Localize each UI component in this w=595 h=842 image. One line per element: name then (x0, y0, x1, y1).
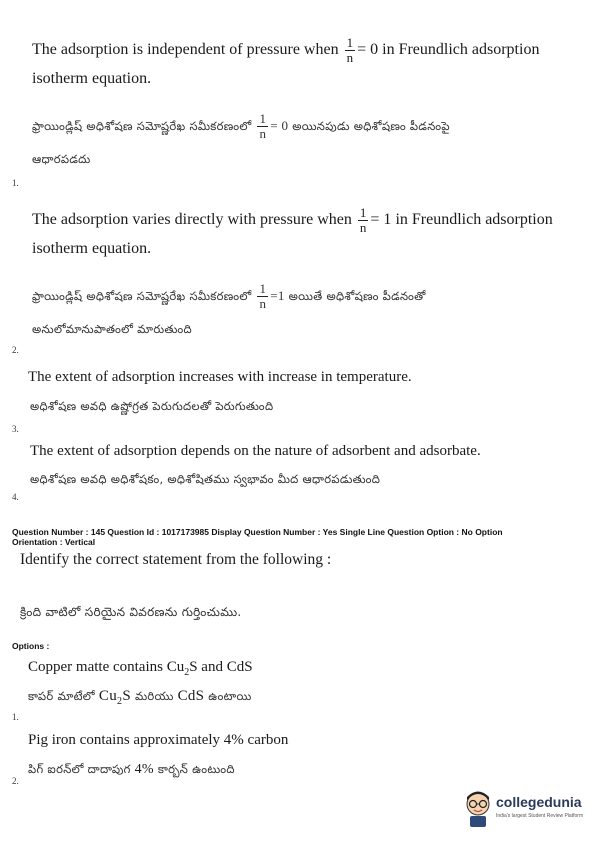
fraction-1-over-n: $\frac{1}{n}$ (359, 205, 367, 235)
option-2-telugu-line-1: ఫ్రాయిండ్లిష్ అధిశోషణ సమోష్ణరేఖ సమీకరణంలో $\frac{1}{n}$ =1 అయితే అధిశోషణం పీడనంతో (32, 281, 426, 311)
q145-option-2-telugu: పిగ్ ఐరన్‌లో దాదాపుగ 4% కార్బన్ ఉంటుంది (28, 762, 235, 777)
option-1-english-line-1: The adsorption is independent of pressure when $\frac{1}{n}$ = 0 in Freundlich adsorption (32, 35, 540, 65)
q145-option-1-telugu: కాపర్ మాటేలో $Cu_2S$ మరియు CdS ఉంటాయి (28, 688, 252, 707)
logo-tagline: India's largest Student Review Platform (496, 813, 584, 819)
options-label: Options : (12, 641, 50, 651)
option-1-number: 1. (12, 178, 19, 188)
fraction-1-over-n: $\frac{1}{n}$ (259, 111, 267, 141)
option-2-number: 2. (12, 345, 19, 355)
option-2-telugu-line-2: అనులోమానుపాతంలో మారుతుంది (32, 322, 192, 336)
q145-option-1-number: 1. (12, 712, 19, 722)
option-3-english: The extent of adsorption increases with increase in temperature. (28, 369, 412, 385)
option-1-english-line-2: isotherm equation. (32, 70, 152, 87)
fraction-1-over-n: $\frac{1}{n}$ (259, 281, 267, 311)
question-text-telugu: క్రింది వాటిలో సరియైన వివరణను గుర్తించుము. (20, 605, 242, 619)
question-meta-line-2: Orientation : Vertical (12, 537, 96, 547)
option-3-telugu: అధిశోషణ అవధి ఉష్ణోగ్రత పెరుగుదలతో పెరుగుతుంది (30, 399, 274, 413)
option-4-english: The extent of adsorption depends on the nature of adsorbent and adsorbate. (30, 443, 481, 459)
fraction-1-over-n: $\frac{1}{n}$ (346, 35, 354, 65)
option-4-telugu: అధిశోషణ అవధి అధిశోషకం, అధిశోషితము స్వభావం మీద ఆధారపడుతుంది (30, 472, 381, 486)
q145-option-2-number: 2. (12, 776, 19, 786)
mascot-icon (463, 790, 493, 828)
option-3-number: 3. (12, 424, 19, 434)
option-1-telugu-line-2: ఆధారపడదు (32, 152, 91, 166)
option-2-english-line-2: isotherm equation. (32, 240, 152, 257)
question-meta-line-1: Question Number : 145 Question Id : 1017173985 Display Question Number : Yes Single Line Question Option : No Option (12, 527, 503, 537)
option-4-number: 4. (12, 492, 19, 502)
option-1-telugu-line-1: ఫ్రాయిండ్లిష్ అధిశోషణ సమోష్ణరేఖ సమీకరణంలో $\frac{1}{n}$ = 0 అయినపుడు అధిశోషణం పీడనంపై (32, 111, 450, 141)
question-text-english: Identify the correct statement from the following : (20, 551, 332, 568)
logo-wordmark: collegedunia (496, 794, 582, 810)
q145-option-1-english: Copper matte contains $Cu_2S$ and CdS (28, 659, 253, 678)
option-2-english-line-1: The adsorption varies directly with pressure when $\frac{1}{n}$ = 1 in Freundlich adsorption (32, 205, 553, 235)
q145-option-2-english: Pig iron contains approximately 4% carbon (28, 732, 289, 748)
collegedunia-logo (463, 788, 589, 830)
